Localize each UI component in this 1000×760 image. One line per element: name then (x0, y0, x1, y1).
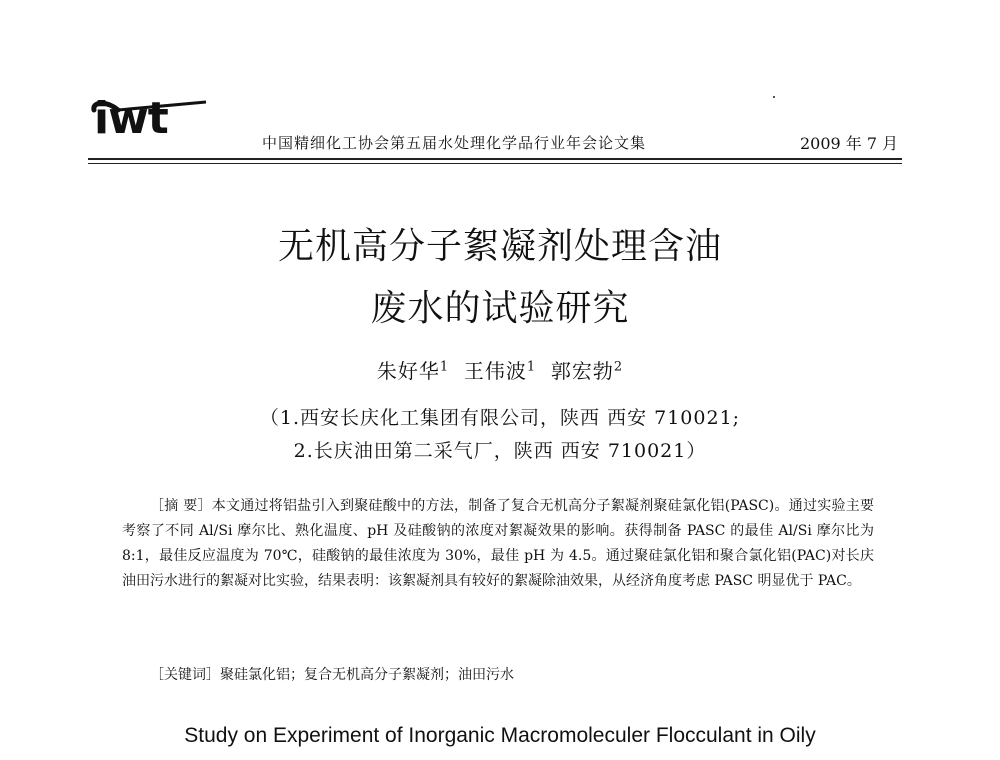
author-list (0, 355, 1000, 384)
publication-date: 2009 年 7 月 (800, 134, 899, 153)
abstract: ［摘 要］本文通过将铝盐引入到聚硅酸中的方法，制备了复合无机高分子絮凝剂聚硅氯化铝(PASC)。通过实验主要考察了不同 Al/Si 摩尔比、熟化温度、pH 及硅酸钠的浓度对絮凝效果的影响。获得制备 PASC 的最佳 Al/Si 摩尔比为 8:1，最佳反应温度为 70℃，硅酸钠的最佳浓度为 30%，最佳 pH 为 4.5。通过聚硅氯化铝和聚合氯化铝(PAC)对长庆油田污水进行的絮凝对比实验，结果表明：该絮凝剂具有较好的絮凝除油效果，从经济角度考虑 PASC 明显优于 PAC。 (122, 498, 874, 589)
author-name: 朱好华 (376, 359, 440, 383)
affiliation-line-2: 2.长庆油田第二采气厂，陕西 西安 710021） (293, 440, 707, 462)
english-title: Study on Experiment of Inorganic Macromoleculer Flocculant in Oily (184, 724, 816, 747)
author-name: 王伟波 (463, 359, 527, 383)
conference-name: 中国精细化工协会第五届水处理化学品行业年会论文集 (262, 134, 647, 152)
header-rule-thin (88, 163, 902, 164)
scan-speck (773, 96, 775, 98)
author-name: 郭宏勃 (550, 359, 614, 383)
keywords: ［关键词］聚硅氯化铝；复合无机高分子絮凝剂；油田污水 (150, 667, 514, 683)
paper-title-line-1: 无机高分子絮凝剂处理含油 (277, 226, 722, 267)
header-rule-thick (88, 158, 902, 160)
logo-text: iwt (94, 93, 168, 144)
paper-title-line-2: 废水的试验研究 (370, 288, 630, 329)
author-affiliation-mark: 1 (439, 359, 450, 375)
author-affiliation-mark: 1 (526, 359, 537, 375)
affiliation-line-1: （1.西安长庆化工集团有限公司，陕西 西安 710021; (259, 407, 741, 429)
author-affiliation-mark: 2 (613, 359, 624, 375)
